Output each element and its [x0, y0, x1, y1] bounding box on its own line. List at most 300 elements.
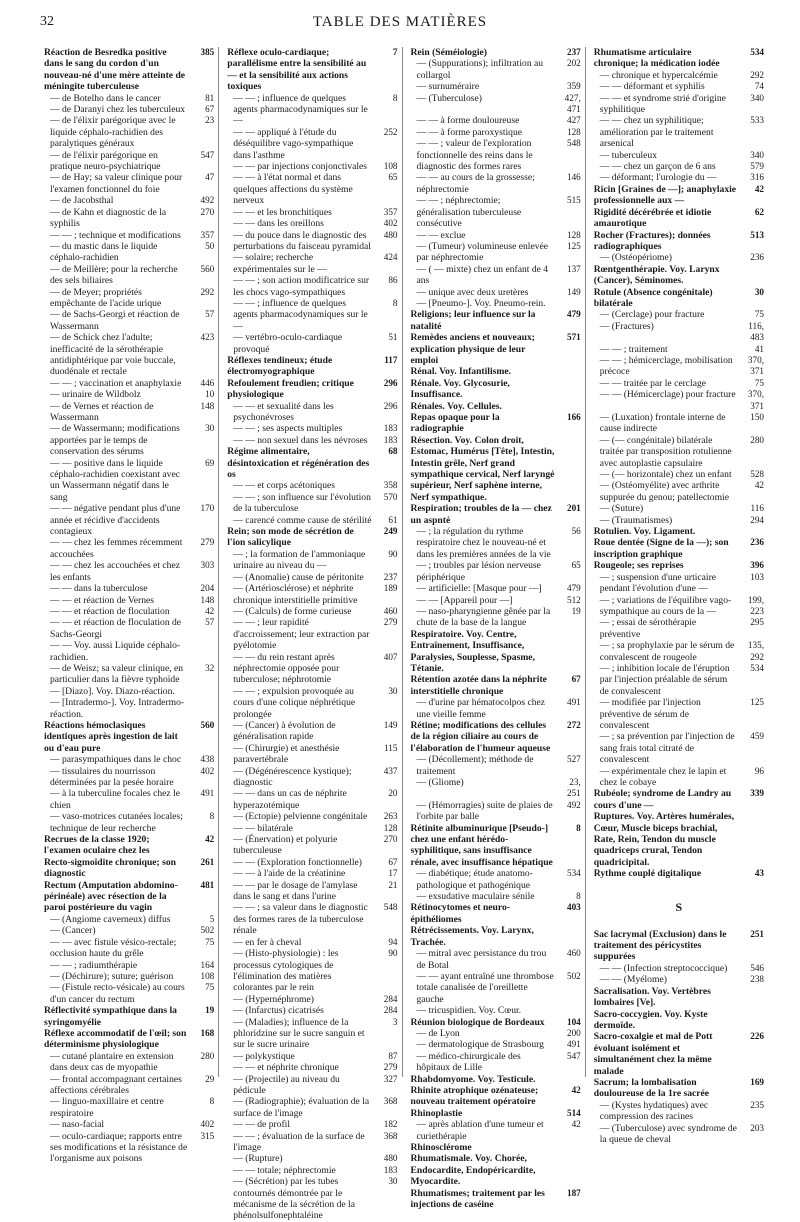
- index-entry: [411, 309, 581, 332]
- entry-page: 533: [750, 115, 764, 126]
- entry-text: Rectum (Amputation abdomino-périnéale) avec résection de la paroi postérieure du vagin: [44, 879, 178, 914]
- index-entry: [594, 309, 764, 320]
- entry-page: [555, 1142, 581, 1153]
- entry-text: Rhumatisme articulaire chronique; la médication iodée: [593, 47, 720, 70]
- entry-page: 357: [383, 206, 398, 217]
- index-entry: [594, 378, 764, 389]
- entry-text: — ; suspension d'une urticaire pendant l'évolution d'une —: [599, 571, 717, 595]
- index-entry: [594, 1009, 764, 1032]
- entry-text: Rhabdomyome. Voy. Testicule.: [410, 1073, 536, 1085]
- entry-text: — de Wassermann; modifications apportées par le temps de conservation des sérums: [50, 423, 180, 458]
- entry-page: 170: [200, 503, 215, 514]
- entry-text: — [Intradermo-]. Voy. Intradermo-réaction.: [50, 697, 185, 720]
- entry-page: 534: [750, 662, 764, 673]
- entry-page: 148: [200, 400, 215, 411]
- index-entry: [594, 868, 764, 879]
- entry-text: — — ; néphrectomie; généralisation tuberculeuse consécutive: [416, 195, 522, 230]
- entry-page: 67: [571, 674, 581, 685]
- entry-page: 546: [750, 962, 764, 973]
- index-entry: [594, 412, 764, 435]
- index-entry: [411, 93, 581, 116]
- index-entry: [594, 321, 764, 344]
- entry-text: — — ; évaluation de la surface de l'image: [233, 1130, 365, 1153]
- entry-text: Sacralisation. Voy. Vertèbres lombaires [Ve].: [593, 985, 711, 1009]
- entry-page: 67: [205, 104, 215, 115]
- entry-page: 204: [200, 583, 215, 594]
- entry-text: — (Artériosclérose) et néphrite chronique interstitielle primitive: [233, 583, 358, 606]
- entry-page: 42: [571, 1119, 581, 1130]
- entry-page: 357: [200, 229, 215, 240]
- entry-page: 56: [571, 526, 581, 537]
- entry-text: — (Kystes hydatiques) avec compression des racines: [599, 1099, 709, 1123]
- entry-page: 423: [200, 332, 215, 343]
- entry-text: — parasympathiques dans le choc: [50, 754, 182, 766]
- index-entry: [44, 503, 214, 537]
- entry-text: Respiratoire. Voy. Centre, Entraînement, Insuffisance, Paralysies, Souplesse, Spasme, Tétanie.: [410, 628, 535, 674]
- entry-page: 202: [566, 58, 581, 69]
- index-entry: [411, 1017, 581, 1028]
- entry-text: — — exclue: [416, 229, 466, 241]
- index-entry: [411, 172, 581, 195]
- index-entry: [44, 640, 214, 663]
- entry-page: 534: [566, 868, 581, 879]
- index-entry: [227, 948, 397, 994]
- entry-text: Remèdes anciens et nouveaux; explication physique de leur emploi: [410, 332, 535, 366]
- index-entry: [411, 401, 581, 412]
- index-entry: [411, 1142, 581, 1153]
- entry-text: — en fer à cheval: [233, 936, 302, 948]
- index-entry: [44, 104, 214, 115]
- entry-text: Rhinosclérome: [410, 1142, 472, 1153]
- entry-page: 42: [571, 1084, 581, 1095]
- index-entry: [411, 583, 581, 594]
- entry-text: — (Hémorragies) suite de plaies de l'orbite par balle: [416, 799, 553, 823]
- entry-page: 492: [566, 799, 581, 810]
- entry-page: [555, 378, 581, 401]
- entry-text: — (Chirurgie) et anesthésie paravertébrale: [233, 742, 340, 766]
- entry-text: Rein; son mode de sécrétion de l'ion salicylique: [227, 526, 354, 549]
- index-entry: [594, 537, 764, 560]
- index-entry: [411, 891, 581, 902]
- index-entry: [44, 1028, 214, 1051]
- entry-text: Sacro-coxalgie et mal de Pott évoluant isolément et simultanément chez la même malade: [593, 1031, 713, 1077]
- index-entry: [227, 47, 397, 93]
- entry-page: 19: [571, 605, 581, 616]
- entry-text: — de Vernes et réaction de Wassermann: [50, 400, 154, 423]
- page-title: TABLE DES MATIÈRES: [312, 14, 488, 30]
- index-entry: [44, 378, 214, 389]
- entry-text: — (Déchirure); suture; guérison: [50, 970, 174, 982]
- index-entry: [44, 93, 214, 104]
- index-entry: [44, 537, 214, 560]
- index-entry: [594, 929, 764, 963]
- index-entry: [227, 355, 397, 378]
- entry-page: 8: [576, 891, 581, 902]
- entry-page: 261: [200, 856, 215, 867]
- entry-page: 292: [750, 69, 764, 80]
- entry-page: 67: [388, 856, 398, 867]
- entry-text: — — et les bronchitiques: [233, 206, 332, 218]
- entry-page: 579: [750, 161, 764, 172]
- entry-text: — de Meyer; propriétés empêchante de l'acide urique: [50, 286, 162, 309]
- entry-text: — de Meillère; pour la recherche des sels biliaires: [50, 263, 178, 287]
- index-entry: [44, 207, 214, 230]
- entry-page: 512: [566, 594, 581, 605]
- entry-page: 548: [566, 138, 581, 149]
- entry-text: — de Weisz; sa valeur clinique, en particulier dans la fièvre typhoïde: [50, 662, 184, 686]
- index-entry: [594, 47, 764, 70]
- entry-text: — — par le dosage de l'amylase dans le sang et dans l'urine: [233, 879, 358, 903]
- entry-page: 5: [209, 913, 215, 924]
- entry-page: 104: [566, 1016, 581, 1027]
- index-entry: [411, 674, 581, 697]
- entry-text: — — appliqué à l'étude du déséquilibre vago-sympathique dans l'asthme: [233, 126, 354, 161]
- entry-text: — — et néphrite chronique: [233, 1062, 339, 1074]
- entry-page: 237: [383, 571, 398, 582]
- entry-page: 3: [392, 1016, 398, 1027]
- index-entry: [411, 298, 581, 309]
- index-entry: [411, 412, 581, 435]
- entry-page: 203: [750, 1122, 764, 1133]
- entry-text: — — par injections conjonctivales: [233, 161, 367, 173]
- index-entry: [594, 81, 764, 92]
- entry-text: — de l'élixir parégorique avec le liquide céphalo-rachidien des paralytiques généraux: [50, 115, 176, 150]
- entry-page: 226: [750, 1031, 764, 1042]
- index-entry: [594, 389, 764, 412]
- entry-text: Réflexe accommodatif de l'œil; son déterminisme physiologique: [44, 1027, 187, 1051]
- index-entry: [227, 686, 397, 720]
- entry-text: Rougeole; ses reprises: [593, 560, 684, 572]
- index-entry: [594, 435, 764, 469]
- entry-page: 183: [383, 434, 398, 445]
- entry-page: 251: [750, 928, 764, 939]
- entry-page: [738, 986, 764, 1009]
- entry-page: 548: [383, 902, 398, 913]
- entry-text: — frontal accompagnant certaines affections cérébrales: [50, 1073, 182, 1096]
- index-entry: [44, 697, 214, 720]
- entry-text: Rétinocytomes et neuro-épithéliomes: [410, 902, 510, 925]
- index-entry: [227, 93, 397, 127]
- entry-text: — (Ostéopériome): [599, 252, 672, 264]
- index-entry: [411, 58, 581, 81]
- entry-text: — (Luxation) frontale interne de cause indirecte: [599, 412, 726, 435]
- entry-text: — — (Exploration fonctionnelle): [233, 856, 362, 868]
- entry-page: 94: [388, 936, 398, 947]
- index-entry: [44, 115, 214, 149]
- entry-text: — — chez les accouchées et chez les enfants: [50, 560, 180, 583]
- entry-page: 280: [200, 1050, 215, 1061]
- entry-text: Rœntgenthérapie. Voy. Larynx (Cancer), Séminomes.: [593, 263, 720, 287]
- entry-page: 340: [750, 149, 764, 160]
- index-entry: [411, 560, 581, 583]
- index-entry: [411, 595, 581, 606]
- index-entry: [227, 1131, 397, 1154]
- entry-page: 252: [383, 126, 398, 137]
- entry-text: — (Suture): [599, 503, 644, 515]
- entry-page: 108: [383, 161, 398, 172]
- entry-text: — du pouce dans le diagnostic des perturbations du faisceau pyramidal: [233, 229, 371, 252]
- index-entry: [227, 332, 397, 355]
- index-entry: [44, 606, 214, 617]
- index-entry: [227, 446, 397, 480]
- index-entry: [44, 925, 214, 936]
- index-entry: [594, 469, 764, 480]
- entry-text: — diabétique; étude anatomo-pathologique et pathogénique: [416, 868, 533, 891]
- entry-text: Régime alimentaire, désintoxication et régénération des os: [227, 446, 370, 481]
- entry-page: [188, 640, 214, 663]
- index-entry: [411, 81, 581, 92]
- entry-page: 166: [566, 412, 581, 422]
- index-entry: [594, 731, 764, 765]
- entry-text: — [Pneumo-]. Voy. Pneumo-rein.: [416, 297, 546, 309]
- entry-page: 90: [388, 548, 398, 559]
- entry-page: 42: [205, 605, 215, 616]
- entry-page: 460: [566, 948, 581, 959]
- entry-page: 42: [205, 834, 215, 845]
- entry-text: — — ayant entraîné une thrombose totale canalisée de l'oreillette gauche: [416, 970, 554, 1005]
- index-entry: [44, 617, 214, 640]
- index-entry: [227, 378, 397, 401]
- entry-text: Roue dentée (Signe de la —); son inscription graphique: [593, 537, 729, 560]
- entry-text: Repas opaque pour la radiographie: [410, 412, 500, 435]
- entry-text: — — dans un cas de néphrite hyperazotémique: [233, 788, 347, 811]
- index-entry: [594, 526, 764, 537]
- entry-text: — — de profil: [233, 1119, 291, 1131]
- index-entry: [594, 264, 764, 287]
- entry-page: 316: [750, 172, 764, 183]
- entry-text: — ; la régulation du rythme respiratoire chez le nouveau-né et dans les premières années de la vie: [416, 526, 551, 560]
- entry-page: 315: [200, 1130, 215, 1141]
- entry-text: Rein (Séméiologie): [410, 47, 487, 58]
- index-entry: [411, 366, 581, 377]
- entry-text: — carencé comme cause de stérilité: [233, 514, 372, 526]
- entry-page: 8: [392, 92, 398, 103]
- index-entry: [227, 1153, 397, 1164]
- entry-text: — (Cancer): [50, 925, 96, 937]
- entry-text: — (Suppurations); infiltration au collargol: [416, 58, 544, 81]
- index-entry: [44, 788, 214, 811]
- index-entry: [227, 275, 397, 298]
- index-entry: [227, 207, 397, 218]
- entry-text: — exsudative maculaire sénile: [416, 891, 535, 903]
- entry-page: 370, 371: [747, 389, 764, 411]
- entry-text: — — et réaction de Vernes: [50, 594, 154, 606]
- entry-text: Respiration; troubles de la — chez un aspnté: [410, 503, 552, 526]
- entry-page: 284: [383, 993, 398, 1004]
- entry-text: Rotulien. Voy. Ligament.: [593, 526, 696, 538]
- entry-page: 292: [200, 286, 215, 297]
- entry-page: 125: [566, 240, 581, 251]
- index-entry: [227, 1176, 397, 1222]
- index-entry: [227, 1062, 397, 1073]
- entry-page: 370, 371: [747, 354, 764, 377]
- index-entry: [44, 332, 214, 378]
- index-entry: [44, 264, 214, 287]
- entry-text: — de Daranyi chez les tuberculeux: [50, 104, 186, 116]
- index-entry: [411, 720, 581, 754]
- index-columns: [44, 47, 768, 1222]
- entry-text: Sacro-coccygien. Voy. Kyste dermoïde.: [593, 1008, 708, 1031]
- index-entry: [411, 1119, 581, 1142]
- entry-page: 279: [200, 537, 215, 548]
- entry-text: — [Diazo]. Voy. Diazo-réaction.: [50, 685, 175, 697]
- index-entry: [411, 902, 581, 925]
- index-entry: [594, 766, 764, 789]
- entry-page: 32: [205, 662, 215, 673]
- index-entry: [227, 298, 397, 332]
- index-entry: [44, 1096, 214, 1119]
- entry-page: 8: [576, 822, 581, 833]
- index-entry: [411, 503, 581, 526]
- index-entry: [411, 526, 581, 560]
- entry-page: [738, 526, 764, 537]
- entry-page: 402: [200, 1119, 215, 1130]
- index-entry: [594, 515, 764, 526]
- index-entry: [227, 994, 397, 1005]
- index-entry: [411, 230, 581, 241]
- entry-page: [555, 1074, 581, 1085]
- entry-text: — — ; valeur de l'exploration fonctionnelle des reins dans le diagnostic des formes rares: [416, 138, 533, 173]
- entry-text: — — négative pendant plus d'une année et récidive d'accidents contagieux: [50, 503, 181, 538]
- entry-text: — — à l'état normal et dans quelques affections du système nerveux: [233, 172, 353, 207]
- entry-text: — de Botelho dans le cancer: [50, 92, 161, 104]
- entry-page: 128: [566, 126, 581, 137]
- index-entry: [44, 960, 214, 971]
- entry-page: 368: [383, 1130, 398, 1141]
- entry-page: 402: [200, 765, 215, 776]
- entry-page: 51: [388, 332, 398, 343]
- entry-text: — (Rupture): [233, 1153, 283, 1165]
- index-entry: [594, 115, 764, 149]
- entry-page: 502: [200, 925, 215, 936]
- entry-text: — — totale; néphrectomie: [233, 1164, 336, 1176]
- page-header: [0, 0, 800, 40]
- index-entry: [411, 332, 581, 366]
- index-column-4: [593, 47, 768, 1145]
- entry-page: 169: [750, 1076, 764, 1087]
- entry-page: 75: [754, 309, 764, 320]
- entry-page: 340: [750, 92, 764, 103]
- entry-text: — (Dégénérescence kystique); diagnostic: [233, 765, 352, 788]
- entry-text: — ; variations de l'équilibre vago-sympathique au cours de la —: [599, 594, 732, 617]
- index-column-2: [227, 47, 402, 1222]
- entry-page: 69: [205, 457, 215, 468]
- entry-text: — — ; ses aspects multiples: [233, 423, 343, 435]
- index-entry: [227, 218, 397, 229]
- entry-text: — de Kahn et diagnostic de la syphilis: [50, 206, 167, 230]
- entry-text: — solaire; recherche expérimentales sur le —: [233, 252, 327, 275]
- entry-text: Rétine; modifications des cellules de la région ciliaire au cours de l'élaboration de l'humeur aqueuse: [410, 719, 551, 754]
- entry-page: 491: [566, 697, 581, 708]
- entry-text: — — chez les femmes récemment accouchées: [50, 537, 183, 560]
- entry-text: — tuberculeux: [599, 149, 658, 161]
- index-entry: [411, 697, 581, 720]
- entry-page: 187: [566, 1187, 581, 1198]
- entry-page: 547: [200, 149, 215, 160]
- entry-page: 29: [205, 1073, 215, 1084]
- index-entry: [227, 811, 397, 822]
- entry-page: 128: [566, 229, 581, 240]
- entry-text: — oculo-cardiaque; rapports entre ses modifications et la résistance de l'organisme aux poisons: [50, 1130, 188, 1165]
- index-entry: [594, 595, 764, 618]
- entry-page: 20: [388, 788, 398, 799]
- entry-page: [555, 401, 581, 412]
- index-entry: [594, 963, 764, 974]
- index-entry: [594, 1123, 764, 1146]
- index-entry: [227, 880, 397, 903]
- entry-text: — — et corps acétoniques: [233, 480, 336, 492]
- entry-text: — (Cancer) à évolution de généralisation rapide: [233, 719, 336, 743]
- index-entry: [411, 606, 581, 629]
- entry-text: — — ; expulsion provoquée au cours d'une colique néphrétique prolongée: [233, 685, 356, 720]
- entry-text: — — ; son influence sur l'évolution de la tuberculose: [233, 491, 371, 515]
- index-entry: [227, 572, 397, 583]
- index-entry: [227, 1165, 397, 1176]
- entry-text: — vertébro-oculo-cardiaque provoqué: [233, 332, 343, 355]
- entry-page: 491: [200, 788, 215, 799]
- index-entry: [594, 617, 764, 640]
- index-entry: [44, 937, 214, 960]
- entry-text: Rétention azotée dans la néphrite interstitielle chronique: [410, 674, 547, 697]
- entry-page: [738, 811, 764, 868]
- index-entry: [44, 595, 214, 606]
- entry-text: — — positive dans le liquide céphalo-rachidien coexistant avec un Wassermann négatif dans le sang: [50, 457, 180, 503]
- entry-text: — (Sécrétion) par les tubes contournés démontrée par le mécanisme de la sécrétion de la phénolsulfonephtaléine: [233, 1176, 355, 1222]
- index-entry: [411, 971, 581, 1005]
- entry-page: 117: [384, 354, 398, 365]
- entry-page: [555, 366, 581, 377]
- entry-text: — (— congénitale) bilatérale traitée par transposition rotulienne avec autoplastie capsulaire: [599, 434, 732, 469]
- entry-page: 41: [754, 343, 764, 354]
- entry-page: 279: [383, 1062, 398, 1073]
- entry-page: 61: [388, 514, 398, 525]
- entry-page: 183: [383, 1164, 398, 1175]
- entry-page: 279: [383, 617, 398, 628]
- entry-text: — unique avec deux uretères: [416, 286, 529, 298]
- index-entry: [594, 811, 764, 868]
- index-entry: [411, 1074, 581, 1085]
- entry-page: 480: [383, 1153, 398, 1164]
- entry-text: Refoulement freudien; critique physiologique: [227, 377, 354, 401]
- entry-page: [188, 697, 214, 720]
- index-entry: [227, 526, 397, 549]
- entry-text: — de Sachs-Georgi et réaction de Wassermann: [50, 309, 180, 332]
- index-entry: [227, 435, 397, 446]
- entry-page: 17: [388, 868, 398, 879]
- entry-text: — — ; son action modificatrice sur les chocs vago-sympathiques: [233, 275, 370, 298]
- entry-page: 460: [383, 605, 398, 616]
- entry-text: Réactions hémoclasiques identiques après ingestion de lait ou d'eau pure: [44, 719, 178, 754]
- entry-page: [738, 264, 764, 287]
- entry-page: 148: [200, 594, 215, 605]
- entry-page: [555, 629, 581, 675]
- entry-text: Religions; leur influence sur la natalité: [410, 309, 536, 332]
- entry-page: 560: [200, 263, 215, 274]
- entry-page: 560: [200, 719, 215, 730]
- entry-text: — ; essai de sérothérapie préventive: [599, 617, 697, 640]
- index-entry: [44, 172, 214, 195]
- index-entry: [227, 652, 397, 686]
- entry-text: — (Radiographie); évaluation de la surface de l'image: [233, 1096, 370, 1119]
- entry-text: — — et sexualité dans les psychonévroses: [233, 400, 334, 423]
- index-entry: [411, 1188, 581, 1211]
- index-entry: [227, 401, 397, 424]
- entry-text: — (Énervation) et polyurie tuberculeuse: [233, 834, 338, 857]
- entry-text: — dermatologique de Strasbourg: [416, 1039, 544, 1051]
- entry-page: 249: [383, 526, 398, 537]
- entry-text: — (Fractures): [599, 320, 654, 332]
- entry-text: — — ; leur rapidité d'accroissement; leur extraction par pyélotomie: [233, 617, 370, 652]
